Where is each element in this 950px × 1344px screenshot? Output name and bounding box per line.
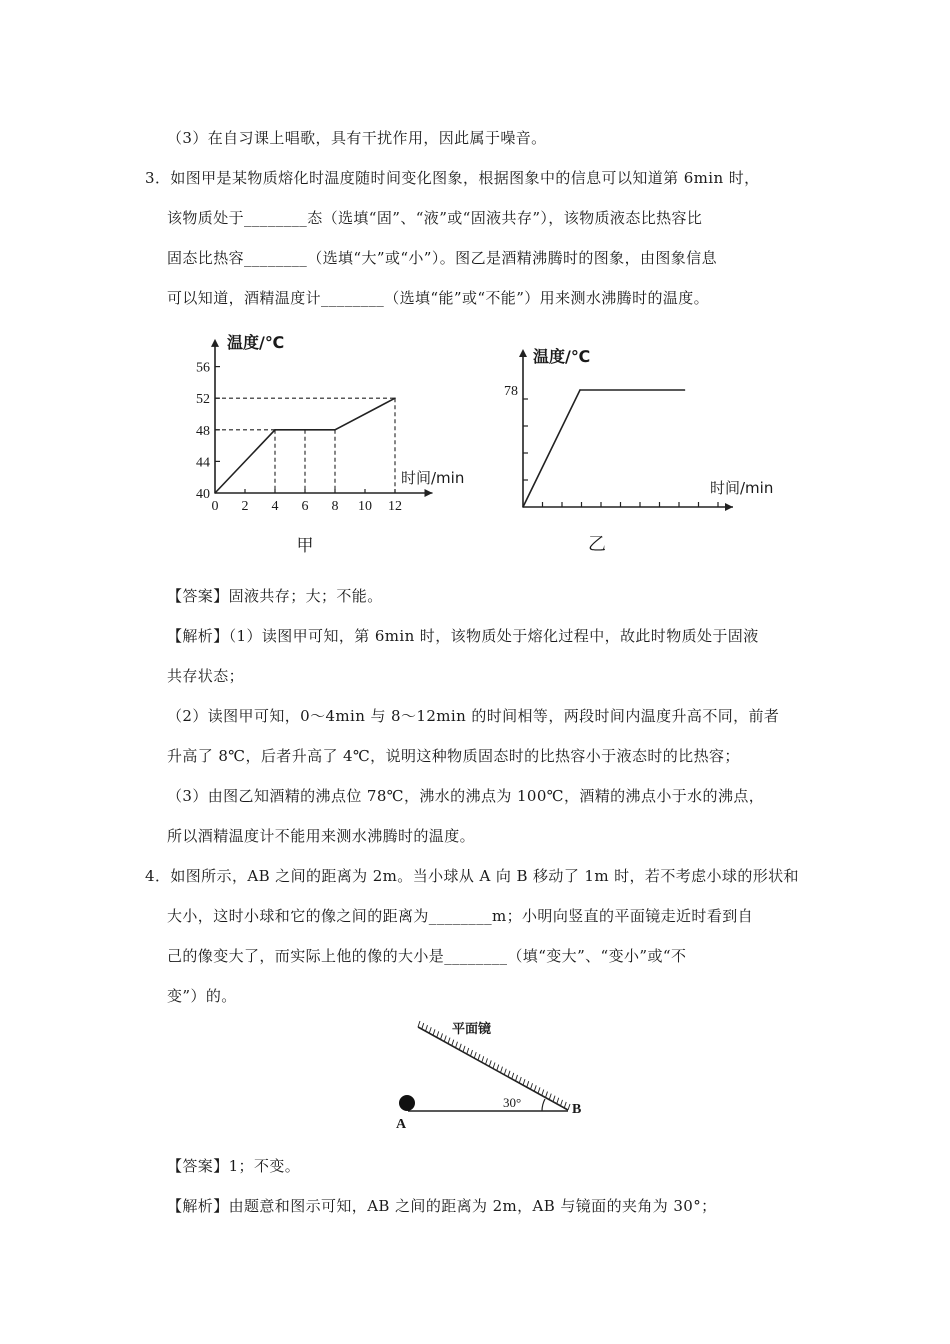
mirror-hatch bbox=[467, 1048, 469, 1054]
mirror-hatch bbox=[501, 1067, 503, 1073]
mirror-hatch bbox=[546, 1092, 548, 1098]
mirror-hatch bbox=[519, 1077, 521, 1083]
mirror-hatch bbox=[433, 1029, 435, 1035]
text-line: （3）在自习课上唱歌，具有干扰作用，因此属于噪音。 bbox=[167, 129, 547, 147]
mirror-hatch bbox=[512, 1073, 514, 1079]
mirror-hatch bbox=[523, 1079, 525, 1085]
text-line: 变”）的。 bbox=[167, 987, 237, 1005]
text-line: 可以知道，酒精温度计________（选填“能”或“不能”）用来测水沸腾时的温度。 bbox=[167, 289, 710, 307]
mirror-hatching bbox=[418, 1021, 570, 1110]
data-point bbox=[214, 492, 216, 494]
mirror-hatch bbox=[459, 1044, 461, 1050]
text-line: 己的像变大了，而实际上他的像的大小是________（填“变大”、“变小”或“不 bbox=[167, 947, 687, 965]
x-axis-arrow bbox=[425, 489, 433, 497]
analysis-3: 【解析】（1）读图甲可知，第 6min 时，该物质处于熔化过程中，故此时物质处于固液 bbox=[167, 627, 759, 645]
text-line: 所以酒精温度计不能用来测水沸腾时的温度。 bbox=[167, 827, 476, 845]
mirror-hatch bbox=[448, 1038, 450, 1044]
mirror-hatch bbox=[441, 1033, 443, 1039]
data-point bbox=[274, 429, 276, 431]
chart-title: 甲 bbox=[296, 536, 314, 556]
mirror-hatch bbox=[516, 1075, 518, 1081]
mirror-hatch bbox=[531, 1083, 533, 1089]
mirror-hatch bbox=[418, 1021, 420, 1027]
y-tick-label: 44 bbox=[196, 455, 210, 471]
mirror-hatch bbox=[426, 1025, 428, 1031]
mirror-hatch bbox=[534, 1085, 536, 1091]
x-tick-label: 6 bbox=[301, 499, 309, 514]
x-tick-label: 10 bbox=[358, 499, 372, 514]
y-tick-label: 40 bbox=[196, 487, 210, 502]
mirror-hatch bbox=[568, 1104, 570, 1110]
mirror-hatch bbox=[508, 1071, 510, 1077]
answer-3: 【答案】固液共存；大；不能。 bbox=[167, 587, 383, 605]
text-line: 共存状态； bbox=[167, 667, 245, 685]
x-tick-label: 12 bbox=[388, 499, 402, 514]
mirror-hatch bbox=[486, 1058, 488, 1064]
mirror-hatch bbox=[553, 1096, 555, 1102]
text-line: 升高了 8℃，后者升高了 4℃，说明这种物质固态时的比热容小于液态时的比热容； bbox=[167, 747, 740, 765]
mirror-hatch bbox=[549, 1094, 551, 1100]
question-3-stem: 3．如图甲是某物质熔化时温度随时间变化图象，根据图象中的信息可以知道第 6min 时， bbox=[145, 169, 760, 187]
angle-arc bbox=[542, 1099, 545, 1111]
mirror-hatch bbox=[474, 1052, 476, 1058]
mirror-hatch bbox=[564, 1102, 566, 1108]
y-tick-label: 56 bbox=[196, 360, 210, 376]
y-axis-arrow bbox=[519, 349, 527, 357]
analysis-4: 【解析】由题意和图示可知，AB 之间的距离为 2m，AB 与镜面的夹角为 30°； bbox=[167, 1197, 717, 1215]
x-axis-arrow bbox=[725, 503, 733, 511]
x-tick-label: 2 bbox=[241, 499, 249, 514]
x-axis-label: 时间/min bbox=[710, 479, 774, 497]
y-tick-label: 78 bbox=[504, 384, 518, 399]
mirror-hatch bbox=[493, 1063, 495, 1069]
x-axis-label: 时间/min bbox=[401, 469, 465, 487]
y-axis-label: 温度/℃ bbox=[227, 333, 285, 352]
mirror-hatch bbox=[478, 1054, 480, 1060]
mirror-surface bbox=[418, 1027, 568, 1110]
mirror-hatch bbox=[497, 1065, 499, 1071]
mirror-hatch bbox=[444, 1036, 446, 1042]
mirror-diagram bbox=[390, 1015, 590, 1135]
x-tick-label: 4 bbox=[271, 499, 279, 514]
text-line: （3）由图乙知酒精的沸点位 78℃，沸水的沸点为 100℃，酒精的沸点小于水的沸点， bbox=[167, 787, 765, 805]
point-b-label: B bbox=[572, 1102, 582, 1117]
text-line: 该物质处于________态（选填“固”、“液”或“固液共存”），该物质液态比热容比 bbox=[167, 209, 703, 227]
mirror-hatch bbox=[422, 1023, 424, 1029]
mirror-hatch bbox=[471, 1050, 473, 1056]
chart-title: 乙 bbox=[588, 534, 606, 555]
mirror-hatch bbox=[456, 1042, 458, 1048]
text-line: （2）读图甲可知，0～4min 与 8～12min 的时间相等，两段时间内温度升高不同，前者 bbox=[167, 707, 780, 725]
text-line: 固态比热容________（选填“大”或“小”）。图乙是酒精沸腾时的图象，由图象信息 bbox=[167, 249, 717, 267]
y-axis-label: 温度/℃ bbox=[533, 347, 591, 366]
series-line-boiling bbox=[523, 390, 685, 507]
mirror-hatch bbox=[542, 1089, 544, 1095]
mirror-hatch bbox=[482, 1056, 484, 1062]
mirror-hatch bbox=[527, 1081, 529, 1087]
data-point bbox=[684, 389, 686, 391]
chart-jia bbox=[175, 328, 505, 558]
mirror-hatch bbox=[463, 1046, 465, 1052]
angle-label: 30° bbox=[503, 1095, 522, 1110]
x-tick-label: 8 bbox=[331, 499, 339, 514]
mirror-hatch bbox=[429, 1027, 431, 1033]
y-tick-label: 48 bbox=[196, 423, 210, 439]
data-point bbox=[579, 389, 581, 391]
data-point bbox=[334, 429, 336, 431]
mirror-hatch bbox=[504, 1069, 506, 1075]
answer-4: 【答案】1；不变。 bbox=[167, 1157, 301, 1175]
y-axis-arrow bbox=[211, 339, 219, 347]
chart-yi bbox=[505, 335, 805, 560]
mirror-hatch bbox=[437, 1031, 439, 1037]
mirror-hatch bbox=[561, 1100, 563, 1106]
mirror-hatch bbox=[489, 1060, 491, 1066]
mirror-hatch bbox=[557, 1098, 559, 1104]
text-line: 大小，这时小球和它的像之间的距离为________m；小明向竖直的平面镜走近时看到自 bbox=[167, 907, 754, 925]
data-point bbox=[394, 397, 396, 399]
x-tick-label: 0 bbox=[211, 499, 219, 514]
mirror-label: 平面镜 bbox=[452, 1022, 492, 1037]
y-tick-label: 52 bbox=[196, 392, 210, 408]
question-4-stem: 4．如图所示，AB 之间的距离为 2m。当小球从 A 向 B 移动了 1m 时，若不考虑小球的形状和 bbox=[145, 867, 799, 885]
mirror-hatch bbox=[538, 1087, 540, 1093]
point-a-label: A bbox=[396, 1117, 407, 1132]
ball bbox=[399, 1095, 415, 1111]
data-point bbox=[522, 506, 524, 508]
mirror-hatch bbox=[452, 1040, 454, 1046]
